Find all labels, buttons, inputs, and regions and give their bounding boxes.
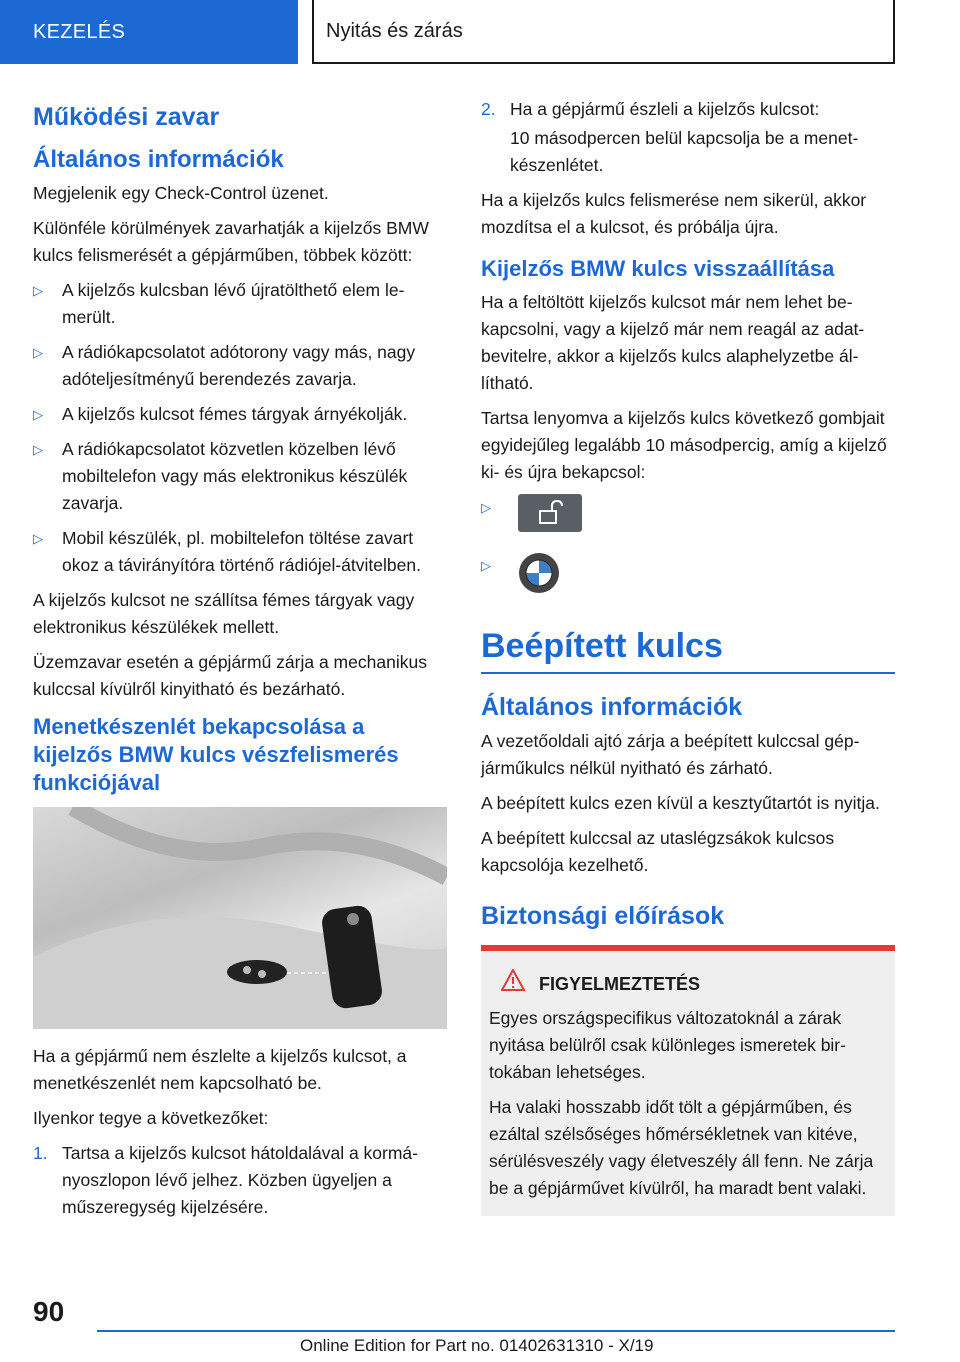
bullet-item xyxy=(33,525,447,579)
header-section xyxy=(0,0,298,64)
paragraph: A beépített kulcs ezen kívül a kesztyűtartót is nyitja. xyxy=(481,793,880,813)
step-text: Ha a gépjármű észleli a kijelzős kulcsot: xyxy=(510,99,820,119)
step-item xyxy=(481,96,895,123)
triangle-right-icon: ▷ xyxy=(481,500,491,515)
paragraph: Üzemzavar esetén a gépjármű zárja a mechanikus kulccsal kívülről kinyitható és bezárható. xyxy=(33,652,427,699)
bullet-item xyxy=(33,401,447,428)
heading-general-info: Általános információk xyxy=(33,146,284,173)
paragraph: Ha a feltöltött kijelzős kulcsot már nem lehet bekapcsolni, vagy a kijelző már nem reagál az adatbevitelre, akkor a kijelzős kulcs alaphelyzetbe állítható. xyxy=(481,292,865,393)
triangle-right-icon: ▷ xyxy=(33,345,43,360)
button-list-item xyxy=(481,494,895,538)
triangle-right-icon: ▷ xyxy=(33,442,43,457)
heading-malfunction: Működési zavar xyxy=(33,103,220,131)
bullet-item xyxy=(33,436,447,517)
triangle-right-icon: ▷ xyxy=(33,407,43,422)
paragraph: Ha a kijelzős kulcs felismerése nem sikerül, akkor mozdítsa el a kulcsot, és próbálja újra. xyxy=(481,190,867,237)
heading-general-info: Általános információk xyxy=(481,693,743,721)
paragraph: Különféle körülmények zavarhatják a kijelzős BMW kulcs felismerését a gépjárműben, többek között: xyxy=(33,218,429,265)
paragraph: A kijelzős kulcsot ne szállítsa fémes tárgyak vagy elektronikus készülékek mellett. xyxy=(33,590,415,637)
heading-key-reset: Kijelzős BMW kulcs visszaállítása xyxy=(481,256,835,281)
warning-triangle-icon xyxy=(501,969,525,999)
button-list-item xyxy=(481,552,895,600)
warning-title-text: FIGYELMEZTETÉS xyxy=(539,973,701,994)
triangle-right-icon: ▷ xyxy=(481,558,491,573)
triangle-right-icon: ▷ xyxy=(33,531,43,546)
paragraph: A beépített kulccsal az utaslégzsákok kulcsos kapcsolója kezelhető. xyxy=(481,828,835,875)
step-number: 2. xyxy=(481,99,496,119)
steering-column-key-image xyxy=(33,807,447,1029)
footer-divider xyxy=(97,1330,895,1332)
warning-box xyxy=(481,945,895,1216)
header-chapter xyxy=(312,0,895,64)
page-number: 90 xyxy=(33,1296,65,1327)
footer-edition: Online Edition for Part no. 01402631310 - X/19 xyxy=(300,1336,654,1355)
paragraph: Ilyenkor tegye a következőket: xyxy=(33,1108,269,1128)
bullet-text: A rádiókapcsolatot adótorony vagy más, nagy adóteljesítményű berendezés zavarja. xyxy=(62,342,416,389)
bullet-item xyxy=(33,339,447,393)
bmw-logo-icon xyxy=(518,552,560,602)
heading-builtin-key: Beépített kulcs xyxy=(481,626,895,674)
heading-ready-mode: Menetkészenlét bekapcsolása a kijelzős BMW kulcs vészfelismerés funkciójával xyxy=(33,714,399,795)
paragraph: Ha a gépjármű nem észlelte a kijelzős kulcsot, a menetkészenlét nem kapcsolható be. xyxy=(33,1046,407,1093)
heading-safety: Biztonsági előírások xyxy=(481,902,725,930)
steering-column-illustration xyxy=(33,807,447,1029)
unlock-button-icon xyxy=(518,494,582,532)
step-subtext: 10 másodpercen belül kapcsolja be a menetkészenlétet. xyxy=(510,128,859,175)
warning-title xyxy=(489,969,887,999)
bullet-text: A rádiókapcsolatot közvetlen közelben lévő mobiltelefon vagy más elektronikus készülék zavarja. xyxy=(62,439,408,513)
warning-paragraph: Egyes országspecifikus változatoknál a zárak nyitása belülről csak különleges ismeretek birtokában lehetséges. xyxy=(489,1008,846,1082)
bullet-item xyxy=(33,277,447,331)
header-section-label: KEZELÉS xyxy=(33,20,126,43)
triangle-right-icon: ▷ xyxy=(33,283,43,298)
paragraph: A vezetőoldali ajtó zárja a beépített kulccsal gépjárműkulcs nélkül nyitható és zárható. xyxy=(481,731,860,778)
bullet-text: A kijelzős kulcsot fémes tárgyak árnyékolják. xyxy=(62,404,408,424)
bullet-text: Mobil készülék, pl. mobiltelefon töltése zavart okoz a távirányítóra történő rádiójel-átvitelben. xyxy=(62,528,421,575)
step-number: 1. xyxy=(33,1143,48,1163)
left-column xyxy=(33,96,447,1229)
right-column xyxy=(481,96,895,1216)
step-text: Tartsa a kijelzős kulcsot hátoldalával a kormányoszlopon lévő jelhez. Közben ügyeljen a műszeregység kijelzésére. xyxy=(62,1143,418,1217)
paragraph: Megjelenik egy Check-Control üzenet. xyxy=(33,183,329,203)
header-chapter-label: Nyitás és zárás xyxy=(326,19,463,42)
bullet-text: A kijelzős kulcsban lévő újratölthető elem lemerült. xyxy=(62,280,405,327)
paragraph: Tartsa lenyomva a kijelzős kulcs következő gombjait egyidejűleg legalább 10 másodpercig, amíg a kijelző ki- és újra bekapcsol: xyxy=(481,408,887,482)
warning-paragraph: Ha valaki hosszabb időt tölt a gépjárműben, és ezáltal szélsőséges hőmérsékletnek van kitéve, sérülésveszély vagy életveszély áll fenn. Ne zárja be a gépjárművet kívülről, ha maradt bent valaki. xyxy=(489,1097,874,1198)
step-item xyxy=(33,1140,447,1221)
